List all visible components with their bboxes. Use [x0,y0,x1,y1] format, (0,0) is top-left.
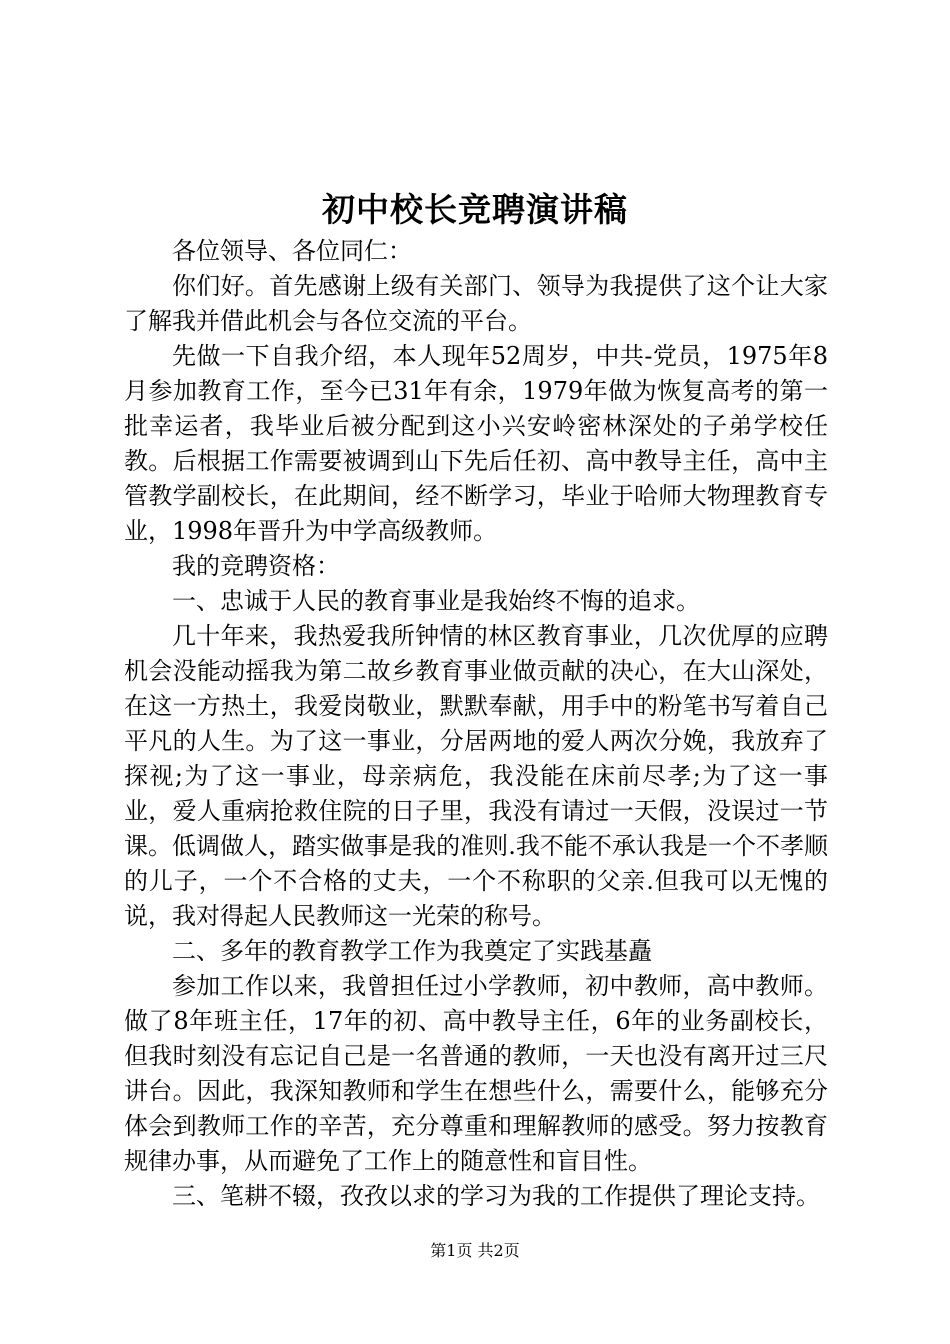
paragraph-section-two-heading: 二、多年的教育教学工作为我奠定了实践基矗 [172,937,652,965]
paragraph-section-one-body: 几十年来，我热爱我所钟情的林区教育事业，几次优厚的应聘机会没能动摇我为第二故乡教育事业做贡献的决心，在大山深处，在这一方热土，我爱岗敬业，默默奉献，用手中的粉笔书写着自己平凡的人生。为了这一事业，分居两地的爱人两次分娩，我放弃了探视;为了这一事业，母亲病危，我没能在床前尽孝;为了这一事业，爱人重病抢救住院的日子里，我没有请过一天假，没误过一节课。低调做人，踏实做事是我的准则.我不能不承认我是一个不孝顺的儿子，一个不合格的丈夫，一个不称职的父亲.但我可以无愧的说，我对得起人民教师这一光荣的称号。 [124,622,828,930]
paragraph-qualifications-heading: 我的竞聘资格： [172,552,340,580]
document-body [124,234,828,1214]
paragraph-self-introduction: 先做一下自我介绍，本人现年52周岁，中共-党员，1975年8月参加教育工作，至今已31年有余，1979年做为恢复高考的第一批幸运者，我毕业后被分配到这小兴安岭密林深处的子弟学校任教。后根据工作需要被调到山下先后任初、高中教导主任，高中主管教学副校长，在此期间，经不断学习，毕业于哈师大物理教育专业，1998年晋升为中学高级教师。 [124,342,828,545]
document-title: 初中校长竞聘演讲稿 [322,190,628,229]
paragraph-thanks: 你们好。首先感谢上级有关部门、领导为我提供了这个让大家了解我并借此机会与各位交流的平台。 [124,272,828,335]
paragraph-greeting: 各位领导、各位同仁： [172,237,412,265]
paragraph-section-three-heading: 三、笔耕不辍，孜孜以求的学习为我的工作提供了理论支持。 [172,1182,820,1210]
paragraph-section-one-heading: 一、忠诚于人民的教育事业是我始终不悔的追求。 [172,587,700,615]
paragraph-section-two-body: 参加工作以来，我曾担任过小学教师，初中教师，高中教师。做了8年班主任，17年的初、高中教导主任，6年的业务副校长，但我时刻没有忘记自己是一名普通的教师，一天也没有离开过三尺讲台。因此，我深知教师和学生在想些什么，需要什么，能够充分体会到教师工作的辛苦，充分尊重和理解教师的感受。努力按教育规律办事，从而避免了工作上的随意性和盲目性。 [124,972,828,1175]
page-footer: 第1页 共2页 [430,1241,520,1260]
